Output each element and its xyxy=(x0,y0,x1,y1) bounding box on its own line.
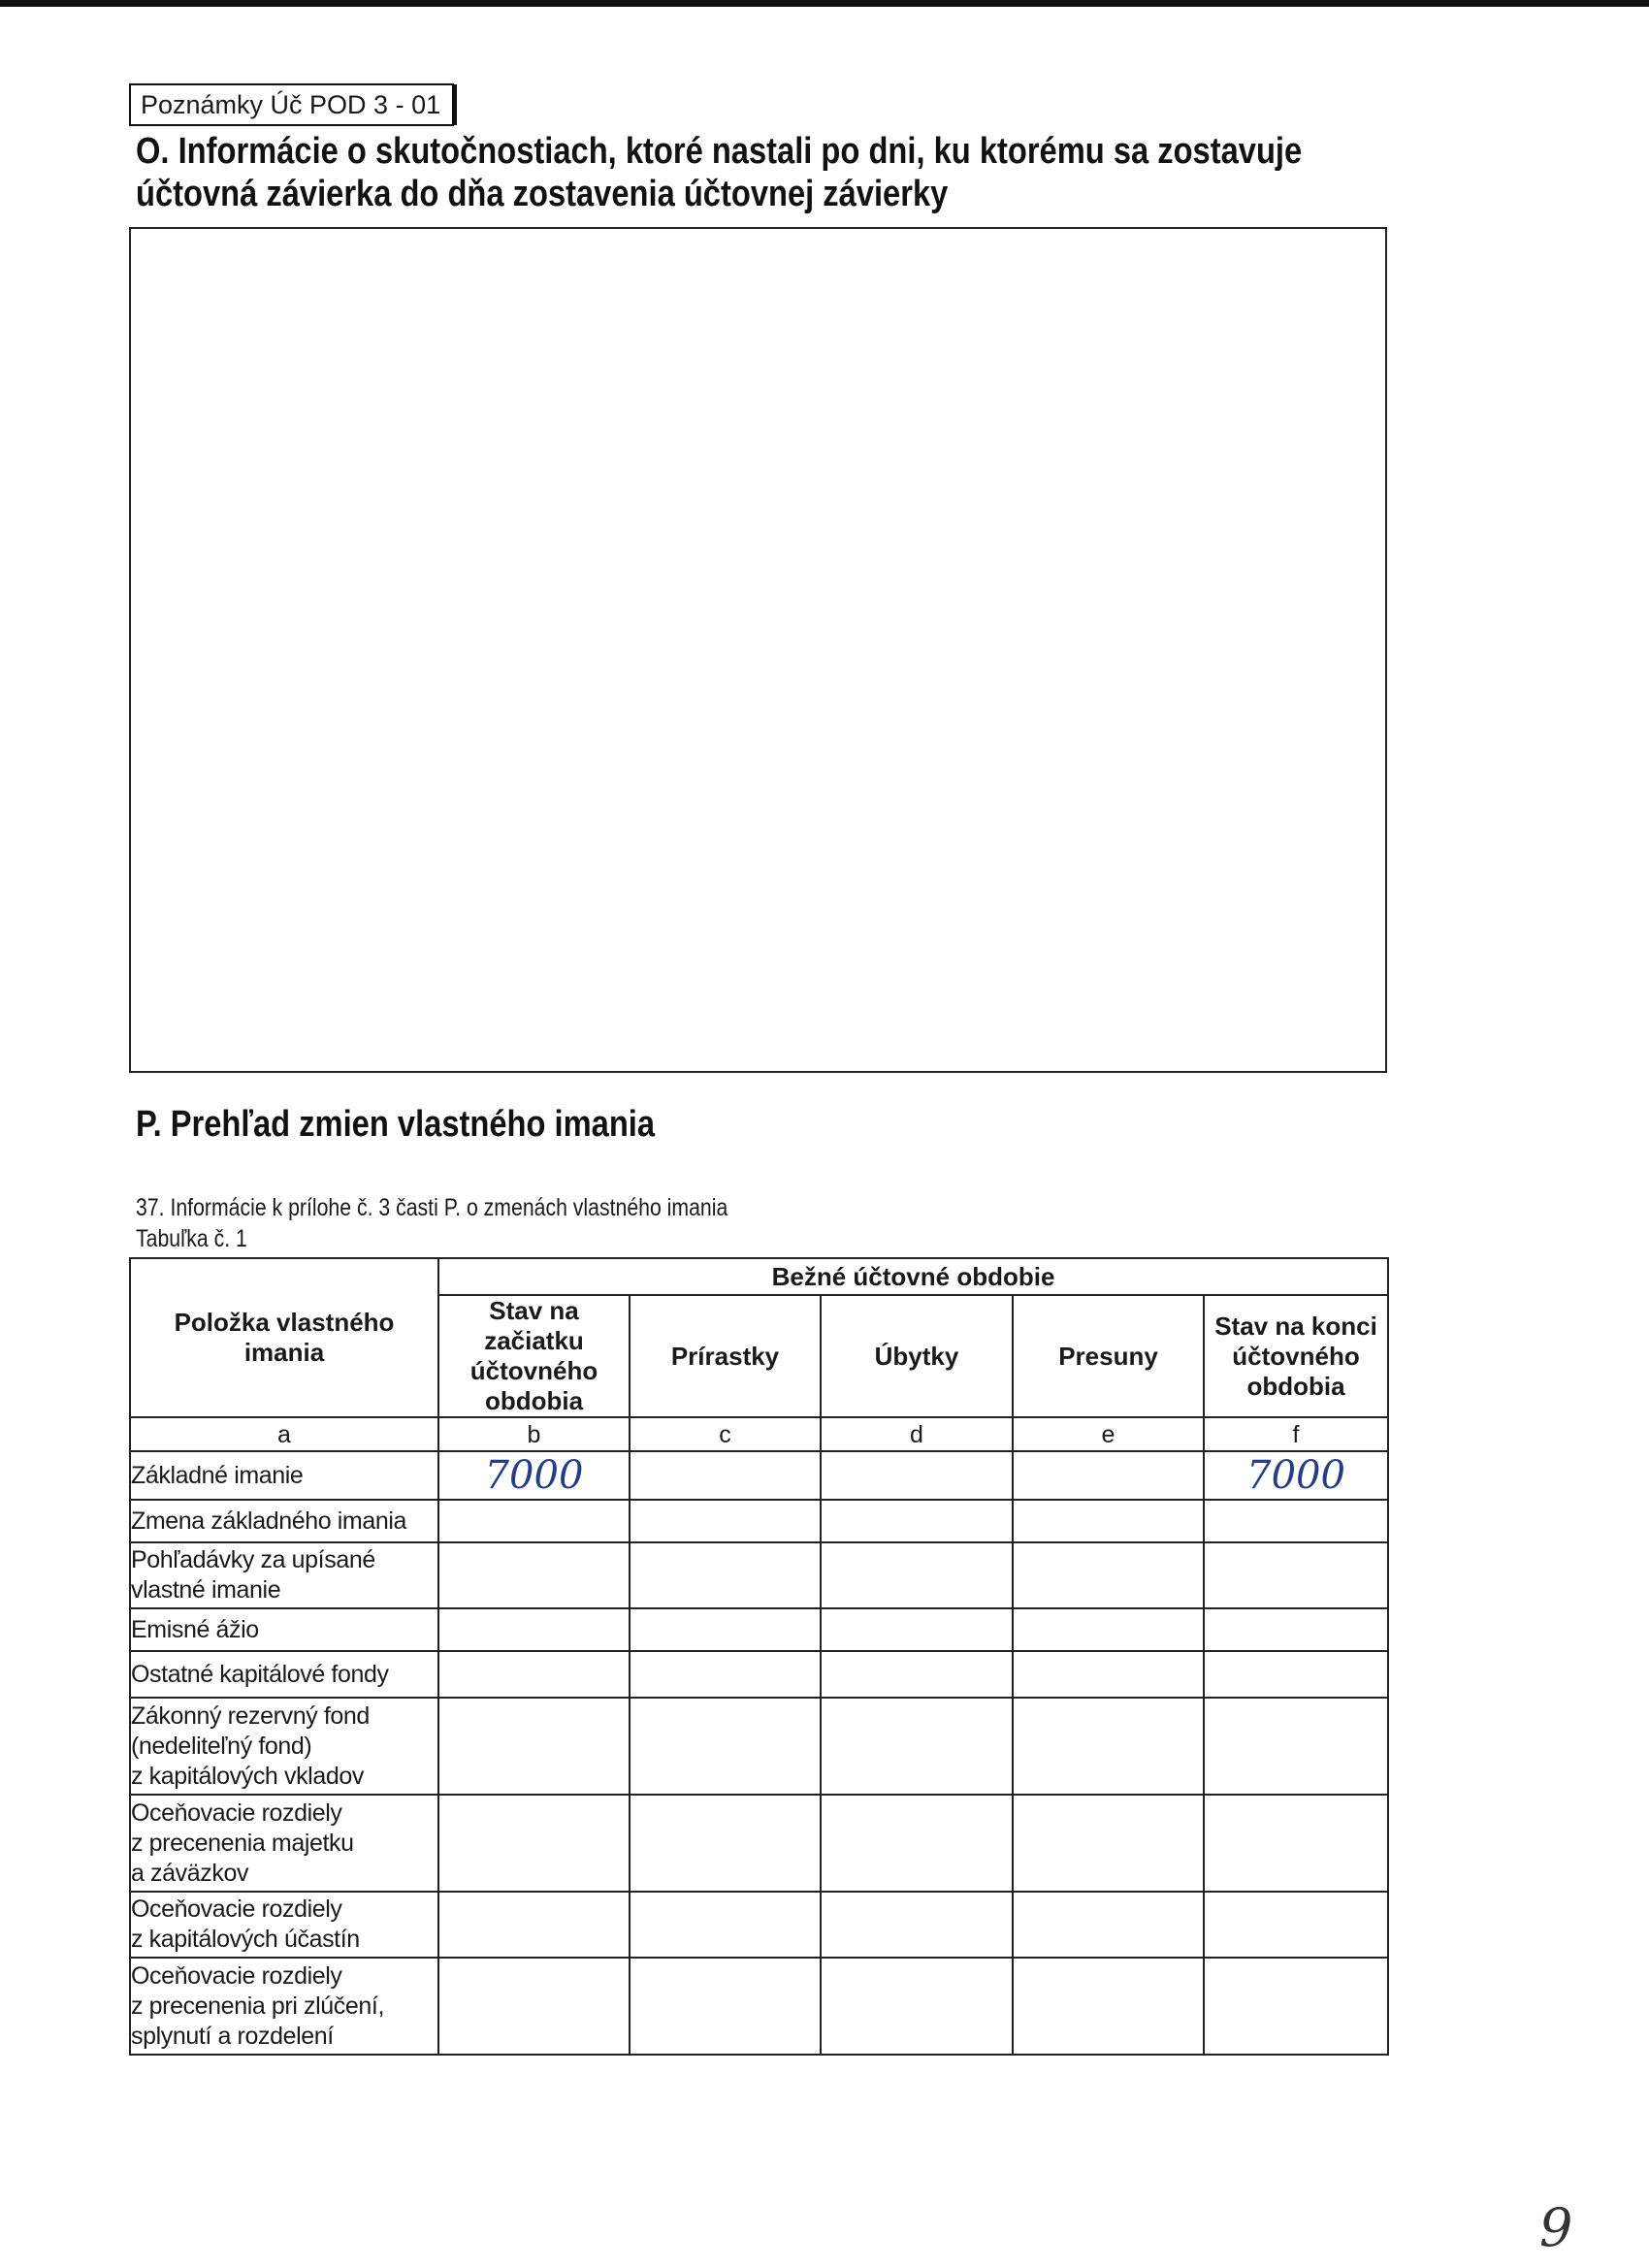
cell-start[interactable] xyxy=(438,1608,630,1651)
cell-end[interactable] xyxy=(1204,1958,1388,2055)
cell-disposals[interactable] xyxy=(821,1892,1013,1958)
cell-end[interactable]: 7000 xyxy=(1204,1451,1388,1500)
cell-transfers[interactable] xyxy=(1013,1608,1204,1651)
row-label-line: Zmena základného imania xyxy=(131,1507,407,1535)
cell-disposals[interactable] xyxy=(821,1542,1013,1608)
cell-transfers[interactable] xyxy=(1013,1892,1204,1958)
cell-transfers[interactable] xyxy=(1013,1958,1204,2055)
col-header-end-line3: obdobia xyxy=(1246,1371,1345,1401)
row-label-line: vlastné imanie xyxy=(131,1576,281,1604)
section-o-title xyxy=(136,130,1304,215)
table-row xyxy=(130,1542,1388,1608)
row-label-line: Ostatné kapitálové fondy xyxy=(131,1660,389,1688)
col-letter: a xyxy=(130,1417,438,1451)
cell-disposals[interactable] xyxy=(821,1608,1013,1651)
cell-start[interactable] xyxy=(438,1651,630,1698)
row-label xyxy=(130,1451,438,1500)
cell-transfers[interactable] xyxy=(1013,1451,1204,1500)
cell-additions[interactable] xyxy=(630,1958,821,2055)
cell-additions[interactable] xyxy=(630,1500,821,1542)
cell-additions[interactable] xyxy=(630,1892,821,1958)
cell-start[interactable] xyxy=(438,1892,630,1958)
row-label-line: splynutí a rozdelení xyxy=(131,2022,334,2050)
col-header-current-period: Bežné účtovné obdobie xyxy=(438,1258,1388,1295)
cell-disposals[interactable] xyxy=(821,1795,1013,1892)
row-label-line: z precenenia majetku xyxy=(131,1829,354,1857)
row-label-line: Zákonný rezervný fond xyxy=(131,1701,370,1730)
cell-end[interactable] xyxy=(1204,1698,1388,1795)
col-header-start-line1: Stav na začiatku xyxy=(484,1296,584,1355)
col-header-end-line2: účtovného xyxy=(1232,1341,1360,1371)
cell-additions[interactable] xyxy=(630,1608,821,1651)
row-label xyxy=(130,1500,438,1542)
cell-transfers[interactable] xyxy=(1013,1500,1204,1542)
col-letter: f xyxy=(1204,1417,1388,1451)
row-label-line: Oceňovacie rozdiely xyxy=(131,1895,342,1923)
cell-start[interactable] xyxy=(438,1958,630,2055)
row-label xyxy=(130,1542,438,1608)
col-header-additions: Prírastky xyxy=(630,1295,821,1417)
cell-end[interactable] xyxy=(1204,1795,1388,1892)
cell-end[interactable] xyxy=(1204,1608,1388,1651)
row-label xyxy=(130,1958,438,2055)
col-header-item: Položka vlastného imania xyxy=(130,1258,438,1417)
section-o-title-line1: O. Informácie o skutočnostiach, ktoré nastali po dni, ku ktorému sa zostavuje xyxy=(136,131,1303,172)
table-row xyxy=(130,1795,1388,1892)
row-label xyxy=(130,1892,438,1958)
cell-transfers[interactable] xyxy=(1013,1698,1204,1795)
col-letter: c xyxy=(630,1417,821,1451)
col-header-start-line3: obdobia xyxy=(484,1386,584,1415)
table-row xyxy=(130,1698,1388,1795)
cell-additions[interactable] xyxy=(630,1451,821,1500)
col-letter: e xyxy=(1013,1417,1204,1451)
cell-additions[interactable] xyxy=(630,1698,821,1795)
row-label-line: Pohľadávky za upísané xyxy=(131,1546,375,1573)
row-label xyxy=(130,1608,438,1651)
cell-start[interactable] xyxy=(438,1698,630,1795)
cell-start[interactable] xyxy=(438,1795,630,1892)
row-label-line: Oceňovacie rozdiely xyxy=(131,1798,342,1827)
col-header-disposals: Úbytky xyxy=(821,1295,1013,1417)
row-label xyxy=(130,1651,438,1698)
section-p-title: P. Prehľad zmien vlastného imania xyxy=(136,1104,656,1145)
cell-start[interactable] xyxy=(438,1500,630,1542)
cell-disposals[interactable] xyxy=(821,1451,1013,1500)
col-letter: d xyxy=(821,1417,1013,1451)
form-code-label: Poznámky Úč POD 3 - 01 xyxy=(129,83,454,126)
row-label-line: a záväzkov xyxy=(131,1859,249,1887)
table-row xyxy=(130,1451,1388,1500)
row-label-line: z kapitálových vkladov xyxy=(131,1762,364,1790)
row-label xyxy=(130,1698,438,1795)
row-label-line: z kapitálových účastín xyxy=(131,1926,360,1953)
table-number-label: Tabuľka č. 1 xyxy=(136,1225,247,1252)
row-label-line: Oceňovacie rozdiely xyxy=(131,1961,342,1990)
cell-end[interactable] xyxy=(1204,1542,1388,1608)
cell-end[interactable] xyxy=(1204,1892,1388,1958)
cell-additions[interactable] xyxy=(630,1542,821,1608)
table-caption: 37. Informácie k prílohe č. 3 časti P. o zmenách vlastného imania xyxy=(136,1194,728,1221)
row-label-line: z precenenia pri zlúčení, xyxy=(131,1992,384,2020)
col-header-transfers: Presuny xyxy=(1013,1295,1204,1417)
col-letter: b xyxy=(438,1417,630,1451)
cell-additions[interactable] xyxy=(630,1651,821,1698)
cell-end[interactable] xyxy=(1204,1651,1388,1698)
table-row xyxy=(130,1500,1388,1542)
cell-disposals[interactable] xyxy=(821,1958,1013,2055)
scan-edge xyxy=(0,0,1649,7)
col-header-start-line2: účtovného xyxy=(469,1356,598,1385)
cell-disposals[interactable] xyxy=(821,1698,1013,1795)
cell-disposals[interactable] xyxy=(821,1500,1013,1542)
cell-transfers[interactable] xyxy=(1013,1542,1204,1608)
row-label xyxy=(130,1795,438,1892)
section-o-title-line2: účtovná závierka do dňa zostavenia účtovnej závierky xyxy=(136,174,949,214)
column-letters-row xyxy=(130,1417,1388,1451)
notes-box-section-o[interactable] xyxy=(129,227,1387,1073)
cell-additions[interactable] xyxy=(630,1795,821,1892)
equity-changes-table xyxy=(129,1257,1389,2056)
table-row xyxy=(130,1608,1388,1651)
col-header-end-line1: Stav na konci xyxy=(1214,1311,1377,1341)
page-number: 9 xyxy=(1539,2197,1573,2258)
row-label-line: (nedeliteľný fond) xyxy=(131,1732,312,1760)
cell-transfers[interactable] xyxy=(1013,1795,1204,1892)
row-label-line: Základné imanie xyxy=(131,1461,304,1489)
cell-start[interactable] xyxy=(438,1542,630,1608)
col-header-end-balance xyxy=(1204,1295,1388,1417)
col-header-start-balance xyxy=(438,1295,630,1417)
table-row xyxy=(130,1892,1388,1958)
cell-start[interactable]: 7000 xyxy=(438,1451,630,1500)
row-label-line: Emisné ážio xyxy=(131,1615,259,1643)
table-row xyxy=(130,1651,1388,1698)
cell-end[interactable] xyxy=(1204,1500,1388,1542)
cell-disposals[interactable] xyxy=(821,1651,1013,1698)
table-row xyxy=(130,1958,1388,2055)
cell-transfers[interactable] xyxy=(1013,1651,1204,1698)
